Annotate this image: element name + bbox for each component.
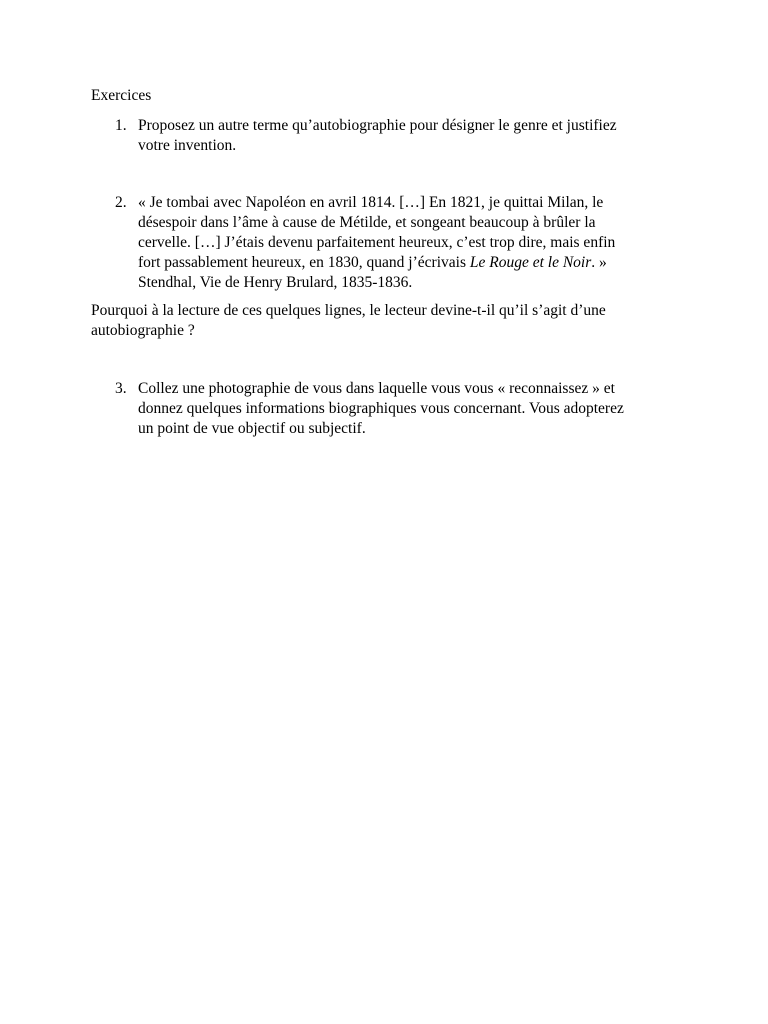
text-line: Collez une photographie de vous dans laquelle vous vous « reconnaissez » et	[138, 380, 615, 397]
text-line: autobiographie ?	[91, 322, 195, 339]
exercise-number: 2.	[115, 194, 127, 211]
text-line: désespoir dans l’âme à cause de Métilde, et songeant beaucoup à brûler la	[138, 214, 596, 231]
text-line: cervelle. […] J’étais devenu parfaitement heureux, c’est trop dire, mais enfin	[138, 234, 616, 251]
text-line: un point de vue objectif ou subjectif.	[138, 420, 366, 437]
exercise-item-2	[91, 193, 681, 293]
document-heading: Exercices	[91, 87, 152, 104]
exercise-number: 1.	[115, 117, 127, 134]
text-segment: fort passablement heureux, en 1830, quand j’écrivais	[138, 254, 470, 271]
text-line: « Je tombai avec Napoléon en avril 1814. […] En 1821, je quittai Milan, le	[138, 194, 604, 211]
quote-source: Stendhal, Vie de Henry Brulard, 1835-1836.	[138, 274, 413, 291]
exercise-item-3	[91, 379, 681, 439]
text-line: Pourquoi à la lecture de ces quelques lignes, le lecteur devine-t-il qu’il s’agit d’une	[91, 302, 606, 319]
text-line: votre invention.	[138, 137, 237, 154]
text-line	[138, 253, 678, 273]
text-segment: . »	[591, 254, 607, 271]
question-paragraph	[91, 301, 671, 341]
text-line: Proposez un autre terme qu’autobiographie pour désigner le genre et justifiez	[138, 117, 617, 134]
book-title: Le Rouge et le Noir	[469, 254, 592, 271]
text-line: donnez quelques informations biographiques vous concernant. Vous adopterez	[138, 400, 624, 417]
exercise-text	[138, 379, 678, 439]
exercise-number: 3.	[115, 380, 127, 397]
exercise-text	[138, 116, 678, 156]
exercise-quote	[138, 193, 678, 293]
exercise-item-1	[91, 116, 681, 156]
